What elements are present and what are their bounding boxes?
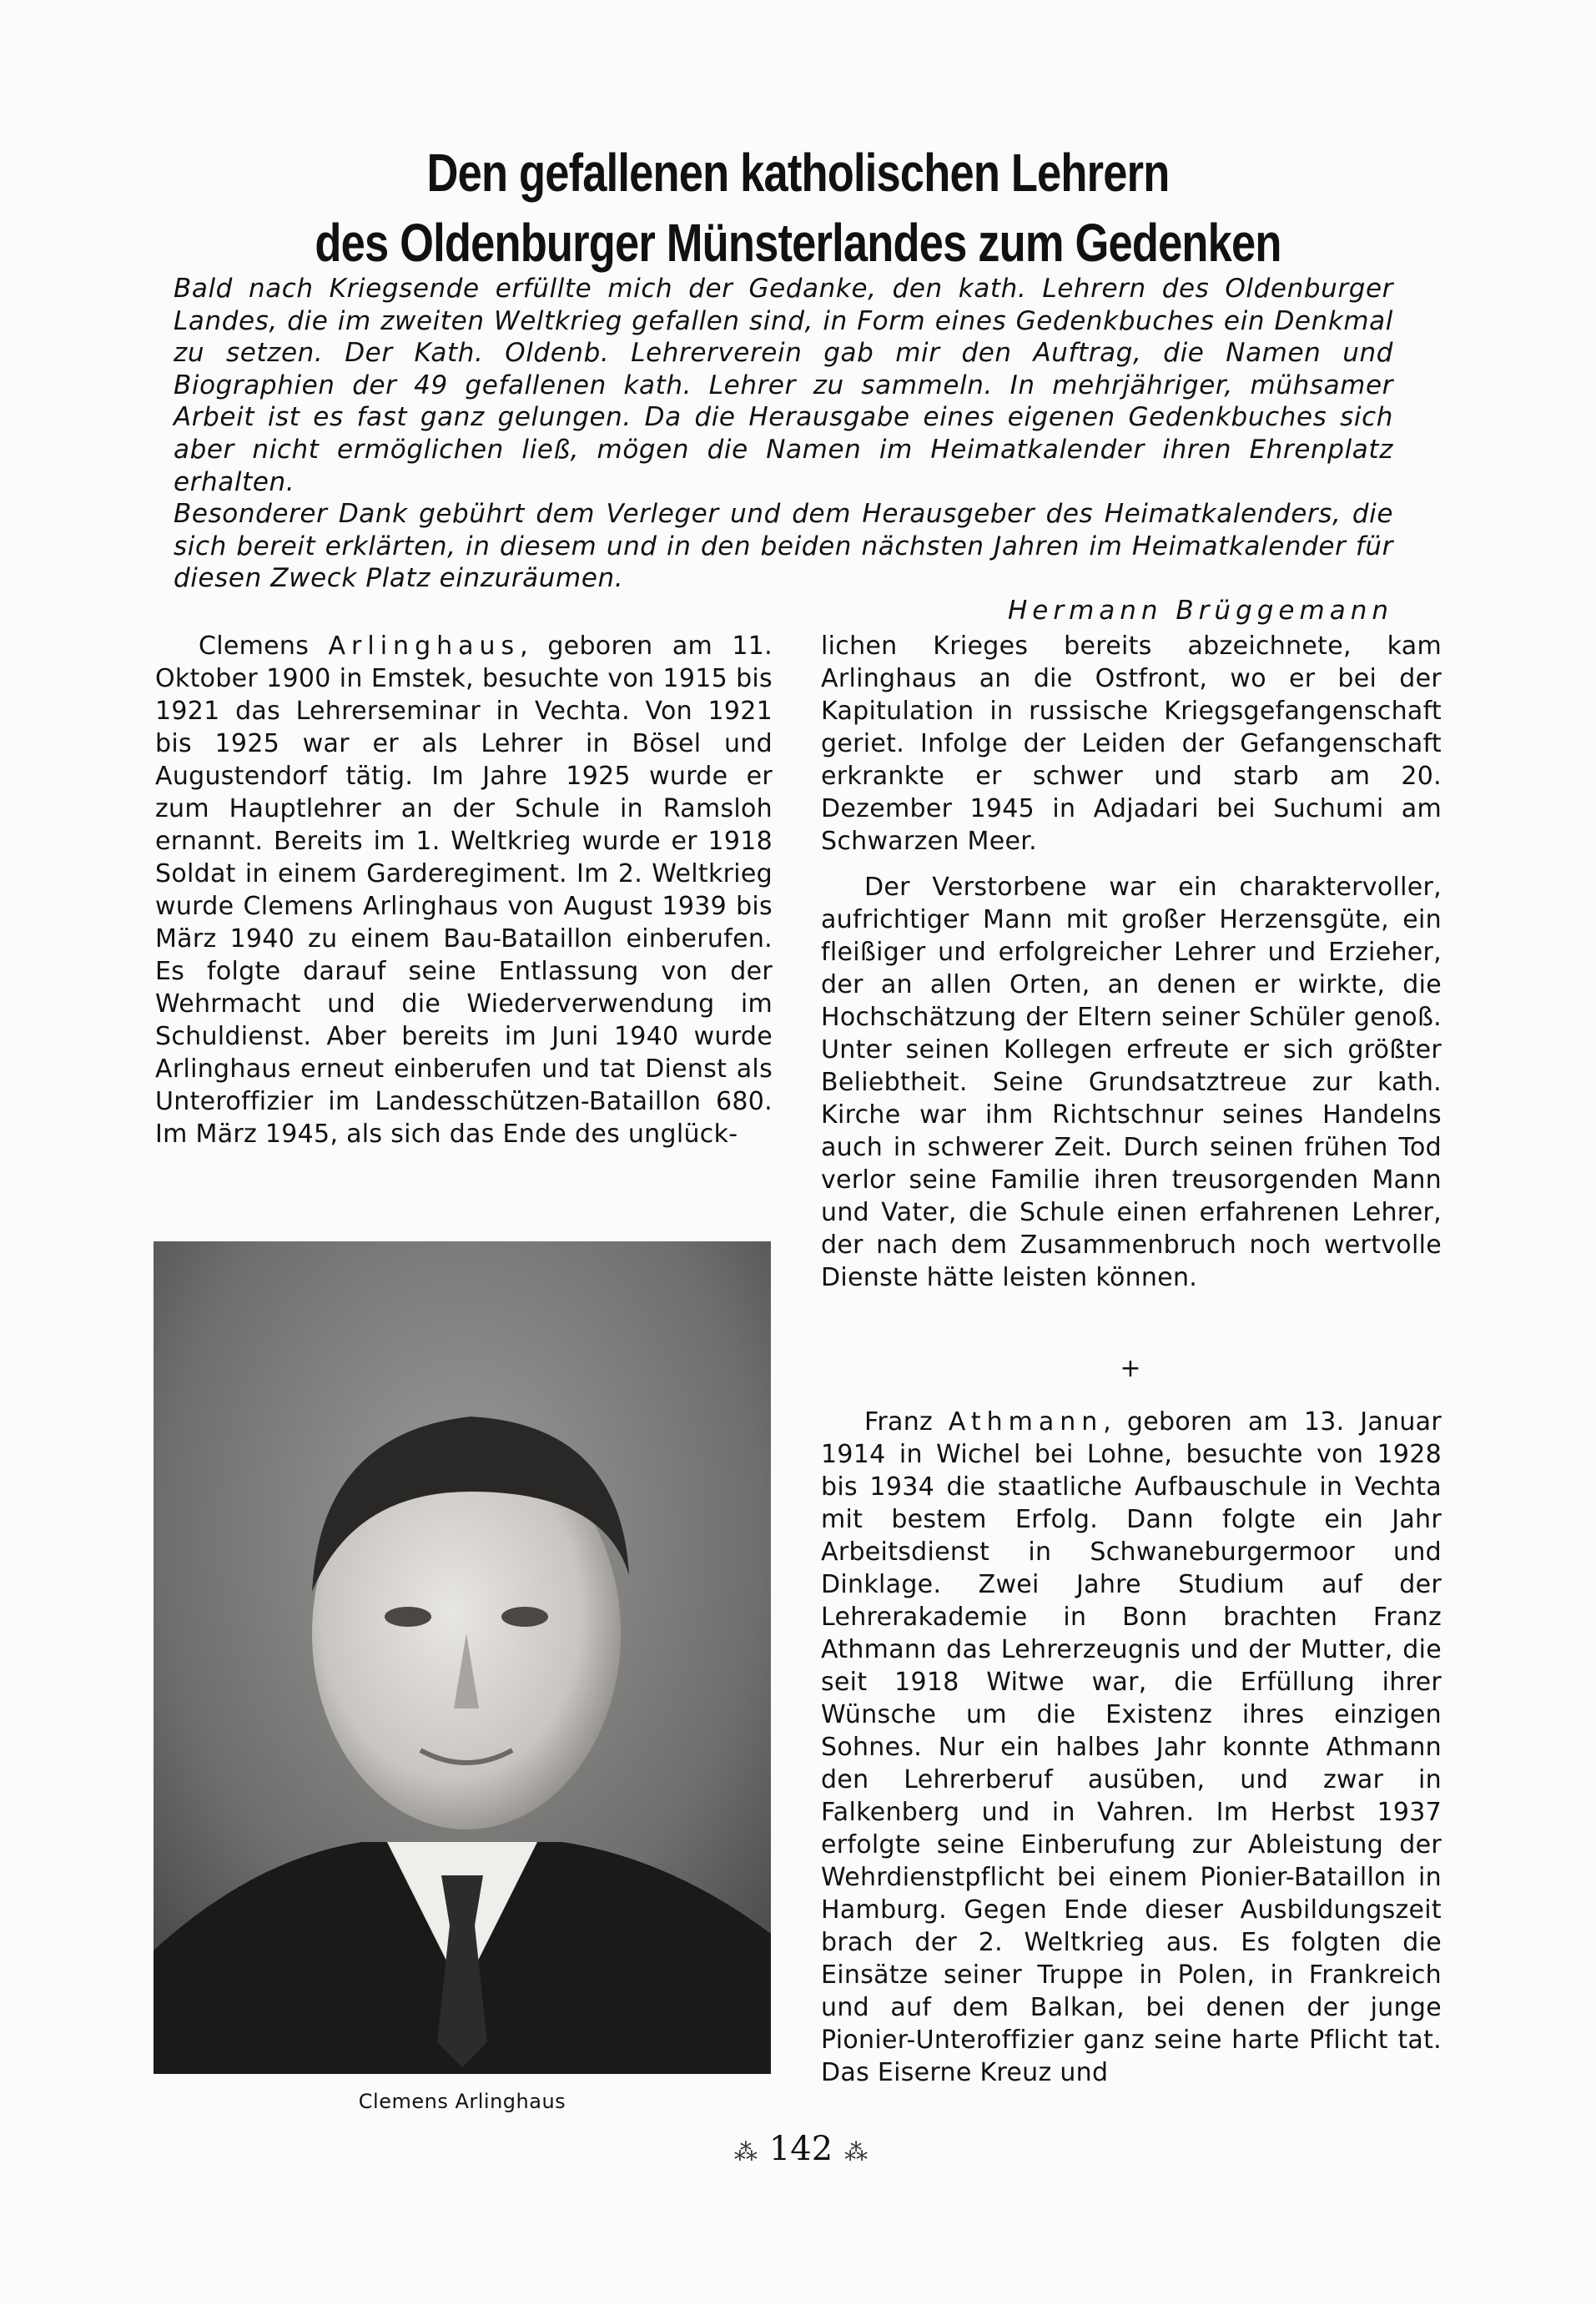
page-number: 142	[768, 2130, 833, 2168]
arlinghaus-first-name: Clemens	[199, 632, 310, 661]
left-column	[155, 630, 773, 1150]
portrait-image	[154, 1241, 771, 2074]
arlinghaus-surname: Arlinghaus	[328, 632, 521, 661]
right-column-top	[821, 630, 1442, 1294]
signature-line	[174, 595, 1393, 627]
photo-caption: Clemens Arlinghaus	[358, 2090, 566, 2113]
arlinghaus-paragraph-1-continued: lichen Krieges bereits abzeichnete, kam Arlinghaus an die Ostfront, wo er bei der Kapitulation in russische Kriegsgefangenschaft geriet. Infolge der Leiden der Gefangenschaft erkrankte er schwer und starb am 20. Dezember 1945 in Adjadari bei Suchumi am Schwarzen Meer.	[821, 632, 1442, 856]
author-name: Hermann Brüggemann	[1007, 595, 1393, 626]
intro-paragraph-2	[174, 498, 1393, 595]
ornament-right: ⁂	[844, 2137, 868, 2166]
arlinghaus-text-part-1: , geboren am 11. Oktober 1900 in Emstek, besuchte von 1915 bis 1921 das Lehrerseminar in Vechta. Von 1921 bis 1925 war er als Lehrer in Bösel und Augustendorf tätig. Im Jahre 1925 wurde er zum Hauptlehrer an der Schule in Ramsloh ernannt. Bereits im 1. Weltkrieg wurde er 1918 Soldat in einem Garderegiment. Im 2. Weltkrieg wurde Clemens Arlinghaus von August 1939 bis März 1940 zu einem Bau-Bataillon einberufen. Es folgte darauf seine Entlassung von der Wehrmacht und die Wiederverwendung im Schuldienst. Aber bereits im Juni 1940 wurde Arlinghaus erneut einberufen und tat Dienst als Unteroffizier im Landesschützen-Bataillon 680. Im März 1945, als sich das Ende des unglück-	[155, 632, 773, 1149]
page-title	[280, 138, 1316, 278]
athmann-first-name: Franz	[864, 1407, 934, 1437]
athmann-surname: Athmann	[948, 1407, 1104, 1437]
ornament-left: ⁂	[733, 2137, 758, 2166]
right-column-bottom	[821, 1406, 1442, 2089]
title-line-2: des Oldenburger Münsterlandes zum Gedenken	[315, 213, 1281, 273]
arlinghaus-paragraph-1	[155, 630, 773, 1150]
athmann-text: , geboren am 13. Januar 1914 in Wichel bei Lohne, besuchte von 1928 bis 1934 die staatliche Aufbauschule in Vechta mit bestem Erfolg. Dann folgte ein Jahr Arbeitsdienst in Schwaneburgermoor und Dinklage. Zwei Jahre Studium auf der Lehrerakademie in Bonn brachten Franz Athmann das Lehrerzeugnis und der Mutter, die seit 1918 Witwe war, die Erfüllung ihrer Wünsche um die Existenz ihres einzigen Sohnes. Nur ein halbes Jahr konnte Athmann den Lehrerberuf ausüben, und zwar in Falkenberg und in Vahren. Im Herbst 1937 erfolgte seine Einberufung zur Ableistung der Wehrdienstpflicht bei einem Pionier-Bataillon in Hamburg. Gegen Ende dieser Ausbildungszeit brach der 2. Weltkrieg aus. Es folgten die Einsätze seiner Truppe in Polen, in Frankreich und auf dem Balkan, bei denen der junge Pionier-Unteroffizier ganz seine harte Pflicht tat. Das Eiserne Kreuz und	[821, 1407, 1442, 2087]
section-separator: +	[1120, 1354, 1141, 1383]
athmann-paragraph	[821, 1406, 1442, 2089]
intro-block	[174, 273, 1393, 627]
intro-paragraph-1: Bald nach Kriegsende erfüllte mich der Gedanke, den kath. Lehrern des Oldenburger Landes, die im zweiten Weltkrieg gefallen sind, in Form eines Gedenkbuches ein Denkmal zu setzen. Der Kath. Oldenb. Lehrerverein gab mir den Auftrag, die Namen und Biographien der 49 gefallenen kath. Lehrer zu sammeln. In mehrjähriger, mühsamer Arbeit ist es fast ganz gelungen. Da die Herausgabe eines eigenen Gedenkbuches sich aber nicht ermöglichen ließ, mögen die Namen im Heimatkalender ihren Ehrenplatz erhalten.	[174, 274, 1393, 497]
intro-paragraph-2-text: Besonderer Dank gebührt dem Verleger und dem Herausgeber des Heimatkalenders, die sich bereit erklärten, in diesem und in den beiden nächsten Jahren im Heimatkalender für diesen Zweck Platz einzuräumen.	[174, 499, 1393, 594]
page-number-footer	[717, 2130, 884, 2168]
title-line-1: Den gefallenen katholischen Lehrern	[426, 143, 1170, 203]
portrait-photo	[154, 1241, 771, 2074]
arlinghaus-paragraph-2: Der Verstorbene war ein charaktervoller, aufrichtiger Mann mit großer Herzensgüte, ein fleißiger und erfolgreicher Lehrer und Erzieher, der an allen Orten, an denen er wirkte, die Hochschätzung der Eltern seiner Schüler genoß. Unter seinen Kollegen erfreute er sich größter Beliebtheit. Seine Grundsatztreue zur kath. Kirche war ihm Richtschnur seines Handelns auch in schwerer Zeit. Durch seinen frühen Tod verlor seine Familie ihren treusorgenden Mann und Vater, die Schule einen erfahrenen Lehrer, der nach dem Zusammenbruch noch wertvolle Dienste hätte leisten können.	[821, 873, 1442, 1292]
